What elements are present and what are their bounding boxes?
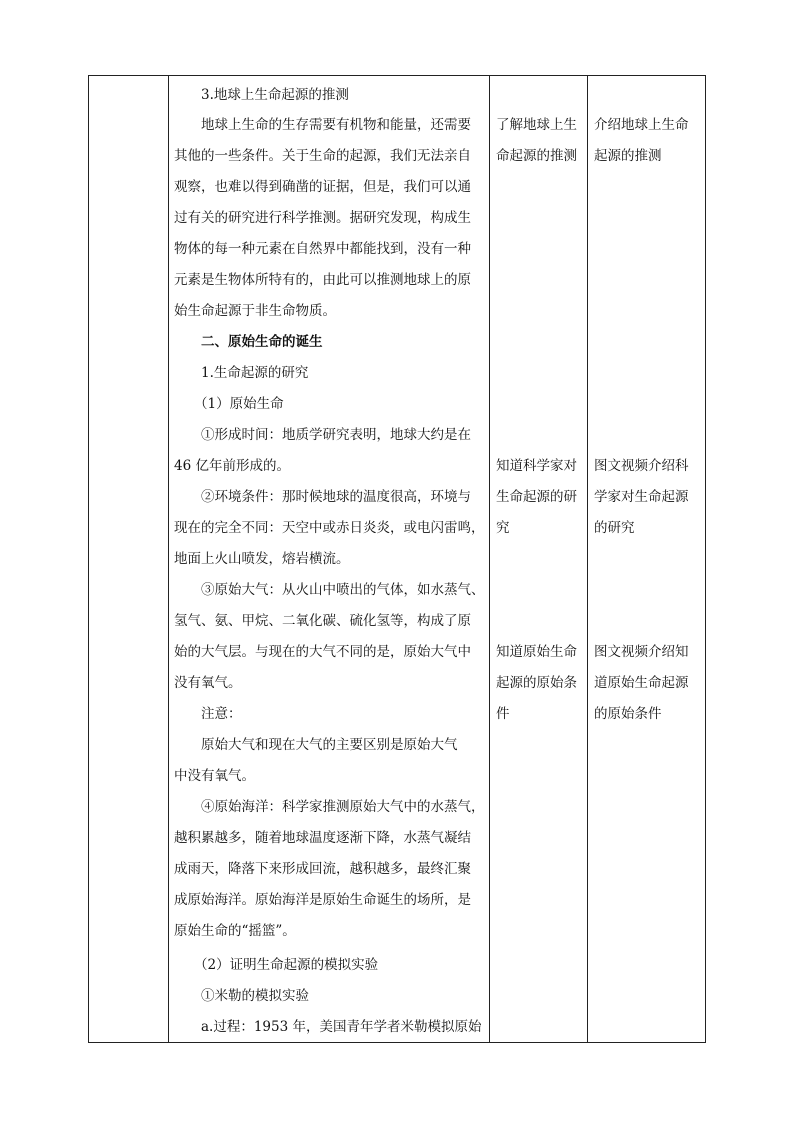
content-line: ③原始大气：从火山中喷出的气体，如水蒸气、 (201, 582, 485, 598)
content-line: a.过程：1953 年，美国青年学者米勒模拟原始 (201, 1019, 482, 1035)
content-line: 越积累越多，随着地球温度逐渐下降，水蒸气凝结 (174, 830, 471, 846)
content-line: ①形成时间：地质学研究表明，地球大约是在 (201, 427, 471, 443)
content-line: 46 亿年前形成的。 (174, 458, 290, 474)
activity-text: 图文视频介绍科 (594, 458, 689, 474)
content-line: 现在的完全不同：天空中或赤日炎炎，或电闪雷鸣， (174, 520, 485, 536)
content-line: 原始大气和现在大气的主要区别是原始大气 (201, 737, 458, 753)
content-line: 氢气、氨、甲烷、二氧化碳、硫化氢等，构成了原 (174, 613, 471, 629)
objective-text: 知道科学家对 (496, 458, 577, 474)
content-line: 观察，也难以得到确凿的证据，但是，我们可以通 (174, 179, 471, 195)
column-divider-3 (587, 76, 588, 1042)
content-line: （2）证明生命起源的模拟实验 (194, 957, 379, 973)
content-line: 3.地球上生命起源的推测 (201, 87, 349, 103)
objective-text: 知道原始生命 (496, 644, 577, 660)
activity-text: 图文视频介绍知 (594, 644, 689, 660)
content-line: 1.生命起源的研究 (201, 365, 309, 381)
content-line: 始的大气层。与现在的大气不同的是，原始大气中 (174, 644, 471, 660)
content-line: 物体的每一种元素在自然界中都能找到，没有一种 (174, 241, 471, 257)
content-line: 成雨天，降落下来形成回流，越积越多，最终汇聚 (174, 861, 471, 877)
activity-text: 介绍地球上生命 (594, 117, 689, 133)
content-line: ②环境条件：那时候地球的温度很高，环境与 (201, 489, 471, 505)
activity-text: 学家对生命起源 (594, 489, 689, 505)
section-heading: 二、原始生命的诞生 (201, 334, 323, 350)
column-divider-1 (168, 76, 169, 1042)
content-line: ④原始海洋：科学家推测原始大气中的水蒸气， (201, 799, 485, 815)
content-line: 成原始海洋。原始海洋是原始生命诞生的场所，是 (174, 892, 471, 908)
activity-text: 的研究 (594, 520, 635, 536)
content-line: （1）原始生命 (194, 396, 284, 412)
objective-text: 了解地球上生 (496, 117, 577, 133)
activity-text: 的原始条件 (594, 706, 662, 722)
activity-text: 道原始生命起源 (594, 675, 689, 691)
content-line: 元素是生物体所特有的，由此可以推测地球上的原 (174, 272, 471, 288)
objective-text: 命起源的推测 (496, 148, 577, 164)
content-line: 地球上生命的生存需要有机物和能量，还需要 (201, 117, 471, 133)
content-line: 没有氧气。 (174, 675, 242, 691)
objective-text: 件 (496, 706, 510, 722)
content-line: 始生命起源于非生命物质。 (174, 303, 336, 319)
objective-text: 生命起源的研 (496, 489, 577, 505)
column-divider-2 (489, 76, 490, 1042)
content-line: ①米勒的模拟实验 (201, 988, 309, 1004)
content-line: 注意： (201, 706, 242, 722)
content-line: 过有关的研究进行科学推测。据研究发现，构成生 (174, 210, 471, 226)
content-line: 地面上火山喷发，熔岩横流。 (174, 551, 350, 567)
objective-text: 究 (496, 520, 510, 536)
content-line: 中没有氧气。 (174, 768, 255, 784)
lesson-table (88, 75, 706, 1043)
objective-text: 起源的原始条 (496, 675, 577, 691)
content-line: 原始生命的“摇篮”。 (174, 923, 296, 939)
content-line: 其他的一些条件。关于生命的起源，我们无法亲自 (174, 148, 471, 164)
activity-text: 起源的推测 (594, 148, 662, 164)
